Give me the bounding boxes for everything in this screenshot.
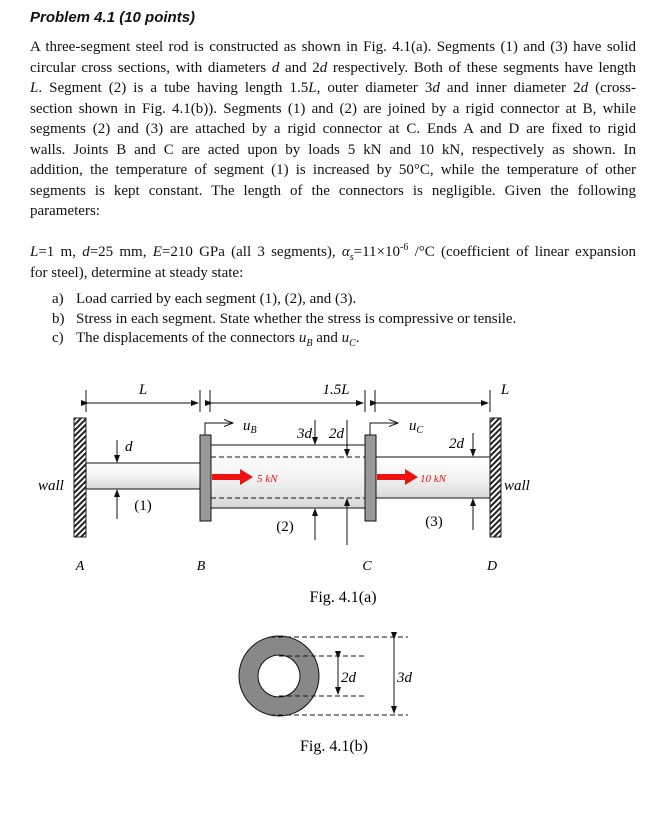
text-run: d bbox=[319, 59, 328, 76]
problem-title: Problem 4.1 (10 points) bbox=[30, 9, 196, 26]
question-marker: a) bbox=[52, 291, 64, 307]
figure-b-caption: Fig. 4.1(b) bbox=[300, 738, 368, 755]
text-run: =25 mm, bbox=[89, 244, 153, 260]
text-run: , outer diameter 3 bbox=[316, 80, 433, 96]
connector-B bbox=[200, 435, 211, 521]
outer-diameter-label-b: 3d bbox=[397, 670, 412, 686]
figure-4-1a bbox=[38, 382, 530, 606]
uC-label: $u_C$ bbox=[409, 418, 424, 436]
text-run: (cross- bbox=[588, 80, 636, 96]
dim-label-L1: L bbox=[138, 382, 148, 398]
text-run: The displacements of the connectors bbox=[76, 330, 299, 346]
text-run: d bbox=[271, 59, 280, 76]
dim-label-L3: L bbox=[500, 382, 510, 398]
text-run: Load carried by each segment (1), (2), and (3). bbox=[76, 291, 357, 307]
text-run: =1 m, bbox=[38, 244, 83, 260]
text-run: C bbox=[349, 338, 356, 349]
wall-left bbox=[74, 418, 86, 537]
segment-1-label: (1) bbox=[134, 498, 152, 514]
point-A-label: A bbox=[75, 559, 85, 574]
text-run: L bbox=[30, 80, 39, 96]
segment-2-label: (2) bbox=[276, 519, 294, 535]
text-run: and bbox=[312, 330, 342, 346]
text-run: B bbox=[306, 338, 313, 349]
text-run: E bbox=[152, 244, 162, 260]
text-run: =11×10 bbox=[353, 244, 401, 260]
load-C-label: 10 kN bbox=[420, 473, 446, 485]
text-run: . Segment (2) is a tube having length 1.5 bbox=[38, 80, 309, 96]
text-run: circular cross sections, with diameters bbox=[30, 59, 272, 76]
text-run: d bbox=[432, 80, 440, 96]
load-B-label: 5 kN bbox=[257, 473, 278, 485]
connector-C bbox=[365, 435, 376, 521]
text-run: for steel), determine at steady state: bbox=[30, 264, 244, 281]
outer-diameter-label: 3d bbox=[297, 426, 312, 442]
text-run: Stress in each segment. State whether the stress is compressive or tensile. bbox=[76, 310, 517, 327]
figure-4-1b bbox=[239, 636, 413, 755]
wall-left-label: wall bbox=[38, 478, 64, 494]
point-D-label: D bbox=[486, 559, 498, 574]
text-run: d bbox=[82, 244, 90, 260]
text-run: parameters: bbox=[30, 203, 100, 219]
point-B-label: B bbox=[196, 559, 206, 574]
wall-right-label: wall bbox=[504, 478, 530, 494]
text-run: d bbox=[580, 80, 589, 96]
question-marker: c) bbox=[52, 330, 64, 346]
text-run: addition, the temperature of segment (1) is increased by 50°C, while the temperature of other bbox=[30, 162, 636, 178]
segment-1-rod bbox=[86, 463, 200, 489]
text-run: L bbox=[30, 244, 39, 260]
segment-3-label: (3) bbox=[425, 514, 443, 530]
uB-label: $u_B$ bbox=[243, 418, 257, 436]
question-marker: b) bbox=[52, 310, 65, 327]
text-run: /°C (coefficient of linear expansion bbox=[408, 244, 636, 260]
wall-right bbox=[490, 418, 501, 537]
text-run: L bbox=[308, 80, 317, 96]
uC-arrow-icon bbox=[370, 423, 398, 435]
text-run: u bbox=[298, 330, 307, 346]
inner-diameter-label-b: 2d bbox=[341, 670, 356, 686]
text-run: A three-segment steel rod is constructed as shown in Fig. 4.1(a). Segments (1) and (3) have solid bbox=[30, 39, 636, 55]
text-run: -6 bbox=[400, 242, 409, 253]
dim-label-1-5L: 1.5L bbox=[322, 382, 350, 398]
text-run: section shown in Fig. 4.1(b)). Segments (1) and (2) are joined by a rigid connector at B, while bbox=[30, 100, 636, 117]
text-run: segments is kept constant. The length of the connectors is negligible. Given the following bbox=[30, 182, 636, 199]
inner-diameter-label: 2d bbox=[329, 426, 344, 442]
text-run: segments (2) and (3) are attached by a rigid connector at C. Ends A and D are fixed to rigid bbox=[30, 121, 636, 137]
text-run: and inner diameter 2 bbox=[439, 80, 581, 96]
d3-label: 2d bbox=[449, 436, 464, 452]
text-run: . bbox=[355, 330, 360, 346]
text-run: α bbox=[341, 244, 350, 260]
uB-arrow-icon bbox=[205, 423, 233, 435]
text-run: u bbox=[341, 330, 350, 346]
point-C-label: C bbox=[362, 559, 372, 574]
d1-label: d bbox=[125, 439, 133, 455]
text-run: and 2 bbox=[279, 59, 320, 76]
text-run: respectively. Both of these segments have length bbox=[327, 59, 636, 76]
text-run: =210 GPa (all 3 segments), bbox=[161, 244, 342, 260]
text-run: s bbox=[349, 252, 354, 263]
text-run: walls. Joints B and C are acted upon by loads 5 kN and 10 kN, respectively as shown. In bbox=[30, 141, 636, 158]
figure-a-caption: Fig. 4.1(a) bbox=[309, 589, 377, 606]
